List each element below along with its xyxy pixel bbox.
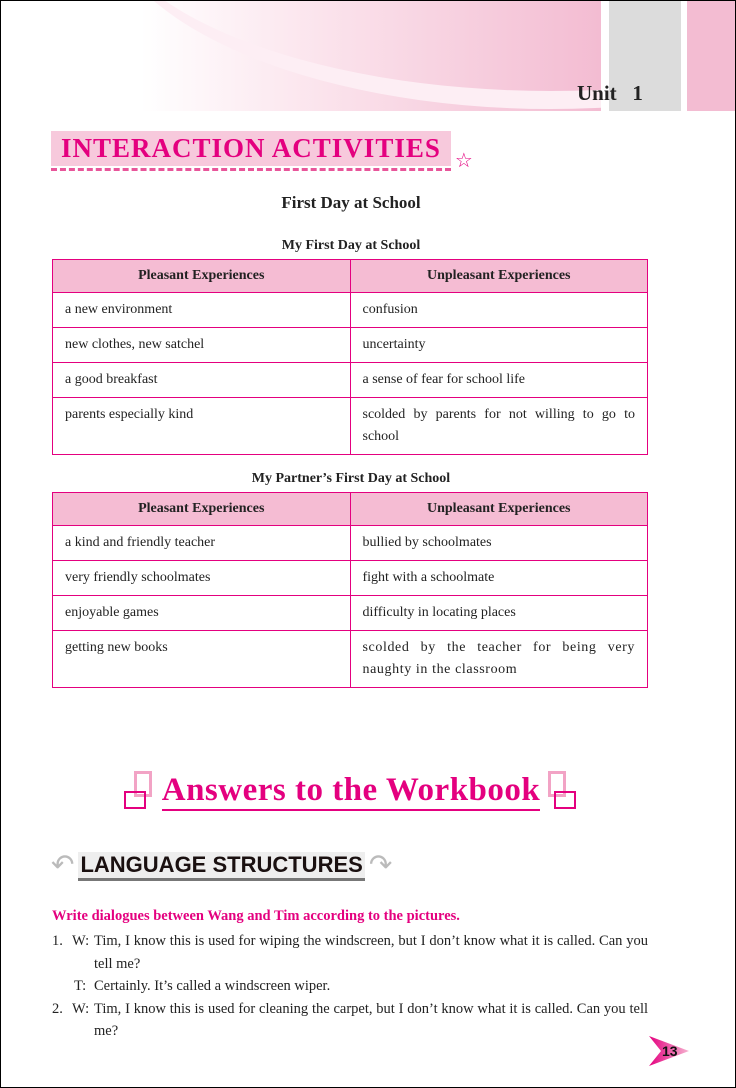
instruction: Write dialogues between Wang and Tim according to the pictures. [52, 908, 460, 924]
cell: uncertainty [350, 328, 648, 363]
deco-square-icon [124, 771, 154, 811]
subtitle: First Day at School [281, 193, 421, 212]
language-structures-heading: LANGUAGE STRUCTURES [78, 852, 364, 881]
cell: getting new books [53, 631, 351, 688]
language-structures-row [51, 851, 392, 881]
table-header: Unpleasant Experiences [350, 260, 648, 293]
cell: difficulty in locating places [350, 596, 648, 631]
speaker: W: [72, 933, 90, 949]
page-number: 13 [662, 1043, 678, 1059]
star-icon: ☆ [454, 150, 473, 172]
table-header: Pleasant Experiences [53, 493, 351, 526]
table2 [52, 492, 648, 688]
table2-caption: My Partner’s First Day at School [251, 471, 451, 486]
table1-caption: My First Day at School [281, 238, 421, 253]
table-row [53, 293, 648, 328]
table-row [53, 398, 648, 455]
table-row [53, 596, 648, 631]
cell: new clothes, new satchel [53, 328, 351, 363]
cell: enjoyable games [53, 596, 351, 631]
dialogue-line [52, 975, 648, 998]
cell: very friendly schoolmates [53, 561, 351, 596]
cell: a sense of fear for school life [350, 363, 648, 398]
answers-title-row [1, 771, 701, 811]
unit-label: Unit 1 [577, 81, 643, 105]
cell: a new environment [53, 293, 351, 328]
speaker: W: [72, 1000, 90, 1017]
cell: parents especially kind [53, 398, 351, 455]
cell: scolded by the teacher for being very naughty in the classroom [350, 631, 648, 688]
table-header: Pleasant Experiences [53, 260, 351, 293]
table1 [52, 259, 648, 455]
header-banner [141, 1, 601, 111]
table-row [53, 631, 648, 688]
cell: fight with a schoolmate [350, 561, 648, 596]
dialogue-line [52, 930, 648, 975]
dashed-underline [51, 131, 451, 171]
dialogue-text: Tim, I know this is used for cleaning the carpet, but I don’t know what it is called. Can you tell me? [94, 1000, 648, 1039]
table-header: Unpleasant Experiences [350, 493, 648, 526]
header-pink-strip [687, 1, 736, 111]
dialogues [52, 930, 648, 1043]
item-number: 1. [52, 933, 63, 949]
cell: a good breakfast [53, 363, 351, 398]
table-row [53, 561, 648, 596]
dialogue-text: Certainly. It’s called a windscreen wiper. [94, 978, 331, 994]
section-title: INTERACTION ACTIVITIES [51, 131, 451, 166]
item-number: 2. [52, 1000, 63, 1017]
cell: confusion [350, 293, 648, 328]
cell: scolded by parents for not willing to go to school [350, 398, 648, 455]
cell: bullied by schoolmates [350, 526, 648, 561]
dialogue-line [52, 998, 648, 1043]
table-row [53, 526, 648, 561]
dialogue-text: Tim, I know this is used for wiping the windscreen, but I don’t know what it is called. Can you tell me? [94, 933, 648, 972]
section-title-row [51, 131, 473, 171]
curved-arrow-icon: ↷ [368, 850, 393, 881]
curved-arrow-icon: ↶ [51, 850, 75, 881]
deco-square-icon [548, 771, 578, 811]
answers-title: Answers to the Workbook [162, 772, 541, 811]
cell: a kind and friendly teacher [53, 526, 351, 561]
table-row [53, 363, 648, 398]
table-row [53, 328, 648, 363]
speaker: T: [74, 978, 87, 994]
